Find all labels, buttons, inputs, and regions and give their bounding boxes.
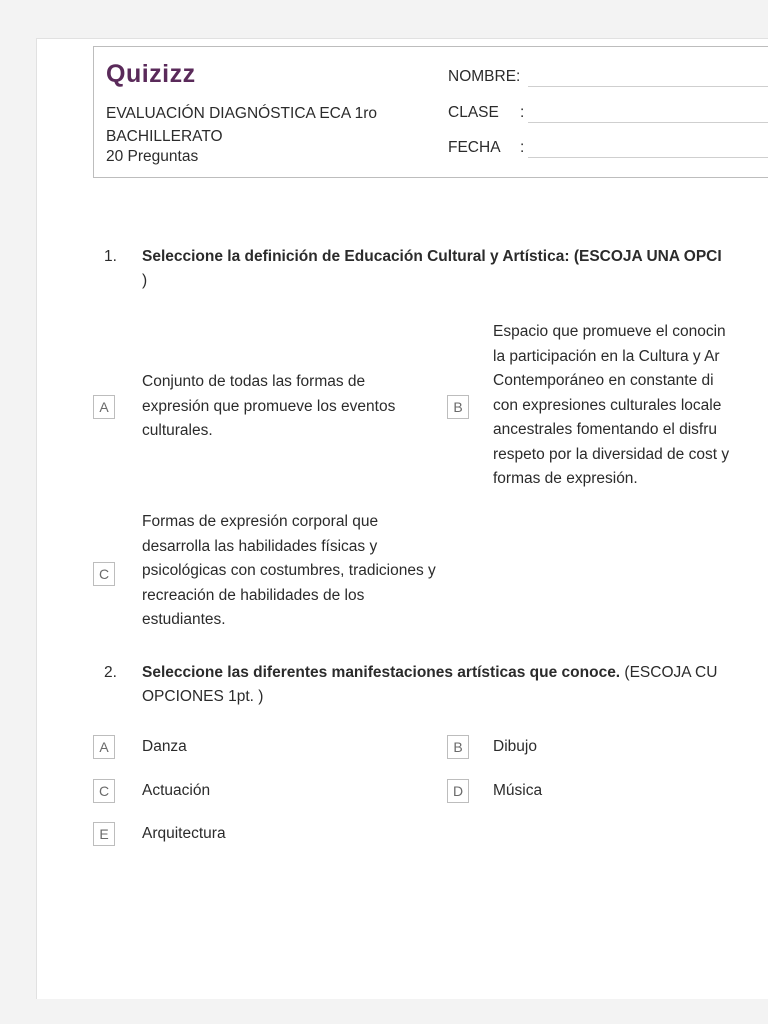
question-2-line2: OPCIONES 1pt. ) bbox=[142, 688, 264, 705]
q2-option-e-text[interactable]: Arquitectura bbox=[142, 825, 226, 842]
name-label: NOMBRE bbox=[448, 68, 517, 85]
date-field[interactable] bbox=[448, 139, 524, 157]
q2-option-b-text[interactable]: Dibujo bbox=[493, 738, 537, 755]
name-field[interactable] bbox=[448, 68, 520, 86]
date-sep: : bbox=[520, 139, 525, 156]
question-1-line2: ) bbox=[142, 272, 148, 289]
name-line bbox=[528, 86, 768, 87]
class-sep: : bbox=[520, 104, 525, 121]
question-1-text bbox=[142, 245, 768, 293]
q1-option-a-text[interactable]: Conjunto de todas las formas de expresión que promueve los eventos culturales. bbox=[142, 373, 396, 439]
q2-option-a-letter[interactable]: A bbox=[93, 735, 115, 759]
class-label: CLASE bbox=[448, 104, 499, 121]
name-sep: : bbox=[516, 68, 521, 85]
question-2-rest: (ESCOJA CU bbox=[620, 664, 718, 681]
q2-option-d-letter[interactable]: D bbox=[447, 779, 469, 803]
class-field[interactable] bbox=[448, 104, 524, 122]
q1-option-c-text[interactable]: Formas de expresión corporal que desarrolla las habilidades físicas y psicológicas con costumbres, tradiciones y recreación de habilidades de los estudiantes. bbox=[142, 513, 436, 628]
q2-option-a-text[interactable]: Danza bbox=[142, 738, 187, 755]
q2-option-c-text[interactable]: Actuación bbox=[142, 782, 211, 799]
question-2-number: 2. bbox=[104, 664, 117, 681]
q2-option-c-letter[interactable]: C bbox=[93, 779, 115, 803]
question-2-bold: Seleccione las diferentes manifestaciones artísticas que conoce. bbox=[142, 664, 621, 681]
question-1-bold: Seleccione la definición de Educación Cultural y Artística: (ESCOJA UNA OPCI bbox=[142, 248, 722, 265]
question-1-number: 1. bbox=[104, 248, 117, 265]
q2-option-b-letter[interactable]: B bbox=[447, 735, 469, 759]
question-count: 20 Preguntas bbox=[106, 148, 199, 165]
date-label: FECHA bbox=[448, 139, 501, 156]
q1-option-a-letter[interactable]: A bbox=[93, 395, 115, 419]
q1-option-b-letter[interactable]: B bbox=[447, 395, 469, 419]
worksheet-title: EVALUACIÓN DIAGNÓSTICA ECA 1ro BACHILLERATO bbox=[106, 105, 378, 145]
q2-option-d-text[interactable]: Música bbox=[493, 782, 543, 799]
q2-option-e-letter[interactable]: E bbox=[93, 822, 115, 846]
question-2-text bbox=[142, 661, 768, 709]
quizizz-logo: Quizizz bbox=[106, 60, 196, 88]
q1-option-c-letter[interactable]: C bbox=[93, 562, 115, 586]
class-line bbox=[528, 122, 768, 123]
date-line bbox=[528, 157, 768, 158]
q1-option-b-text[interactable]: Espacio que promueve el conocin la participación en la Cultura y Ar Contemporáneo en constante di con expresiones culturales locale ancestrales fomentando el disfru respeto por la diversidad de cost y formas de expresión. bbox=[493, 323, 730, 487]
